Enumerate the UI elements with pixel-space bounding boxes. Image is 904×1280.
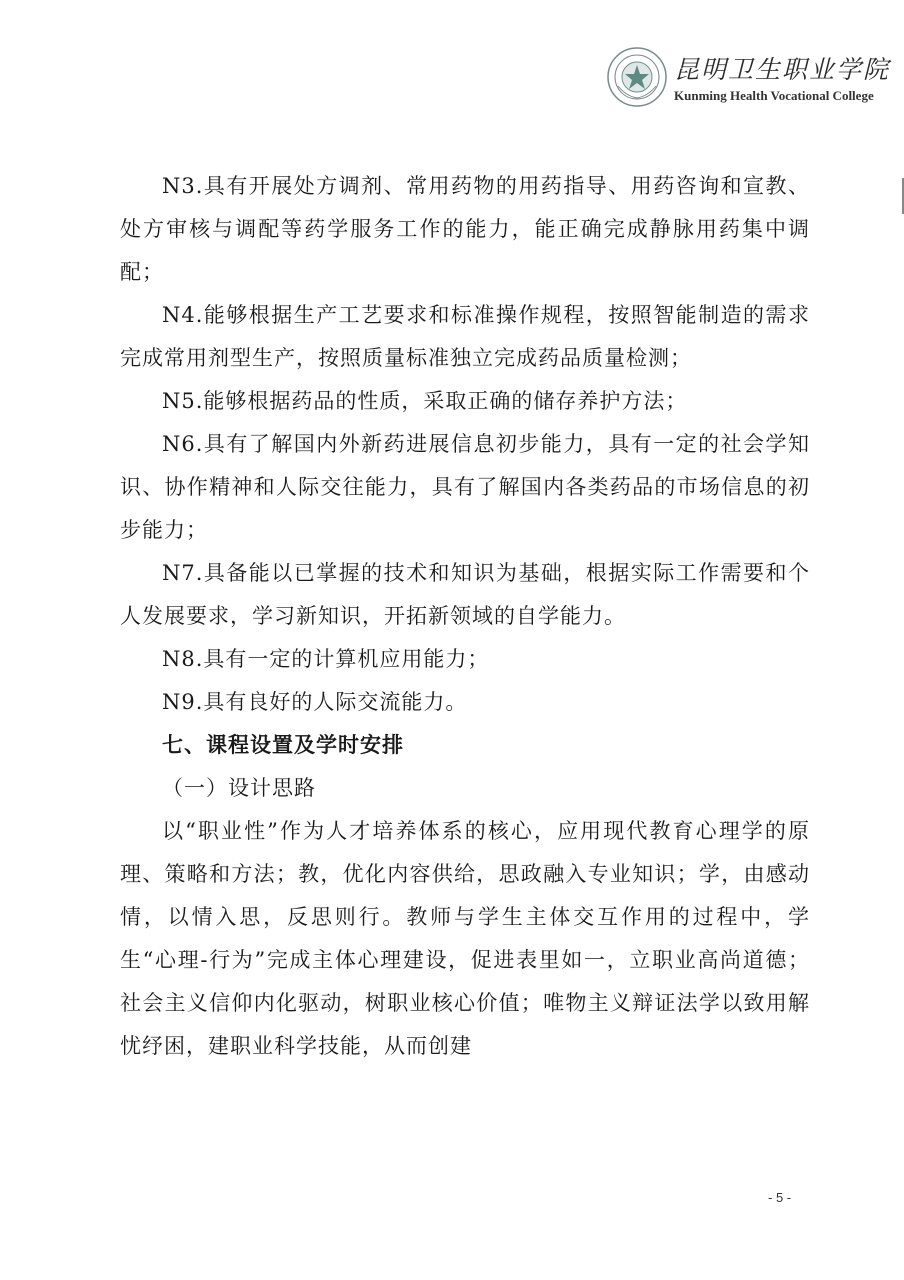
paragraph-n7: N7.具备能以已掌握的技术和知识为基础，根据实际工作需要和个人发展要求，学习新知识，开拓新领域的自学能力。 [120,561,810,628]
paragraph-n6: N6.具有了解国内外新药进展信息初步能力，具有一定的社会学知识、协作精神和人际交往能力，具有了解国内各类药品的市场信息的初步能力； [120,432,810,542]
page-number: - 5 - [768,1190,792,1205]
college-name-cn: 昆明卫生职业学院 [674,55,891,84]
document-body [120,165,810,1068]
paragraph-n9: N9.具有良好的人际交流能力。 [162,690,468,714]
paragraph-n8: N8.具有一定的计算机应用能力； [162,647,490,671]
paragraph-n5: N5.能够根据药品的性质，采取正确的储存养护方法； [162,389,688,413]
paragraph-n4: N4.能够根据生产工艺要求和标准操作规程，按照智能制造的需求完成常用剂型生产，按照质量标准独立完成药品质量检测； [120,303,810,370]
college-name-en: Kunming Health Vocational College [674,88,874,103]
paragraph-n3: N3.具有开展处方调剂、常用药物的用药指导、用药咨询和宣教、处方审核与调配等药学服务工作的能力，能正确完成静脉用药集中调配； [120,174,810,284]
section-body-paragraph: 以“职业性”作为人才培养体系的核心，应用现代教育心理学的原理、策略和方法；教，优化内容供给，思政融入专业知识；学，由感动情，以情入思，反思则行。教师与学生主体交互作用的过程中，学生“心理-行为”完成主体心理建设，促进表里如一，立职业高尚道德；社会主义信仰内化驱动，树职业核心价值；唯物主义辩证法学以致用解忧纾困，建职业科学技能，从而创建 [120,819,810,1058]
page-header [606,44,891,114]
section-heading: 七、课程设置及学时安排 [162,733,404,757]
college-seal-logo [606,46,668,108]
section-subheading: （一）设计思路 [162,776,316,800]
